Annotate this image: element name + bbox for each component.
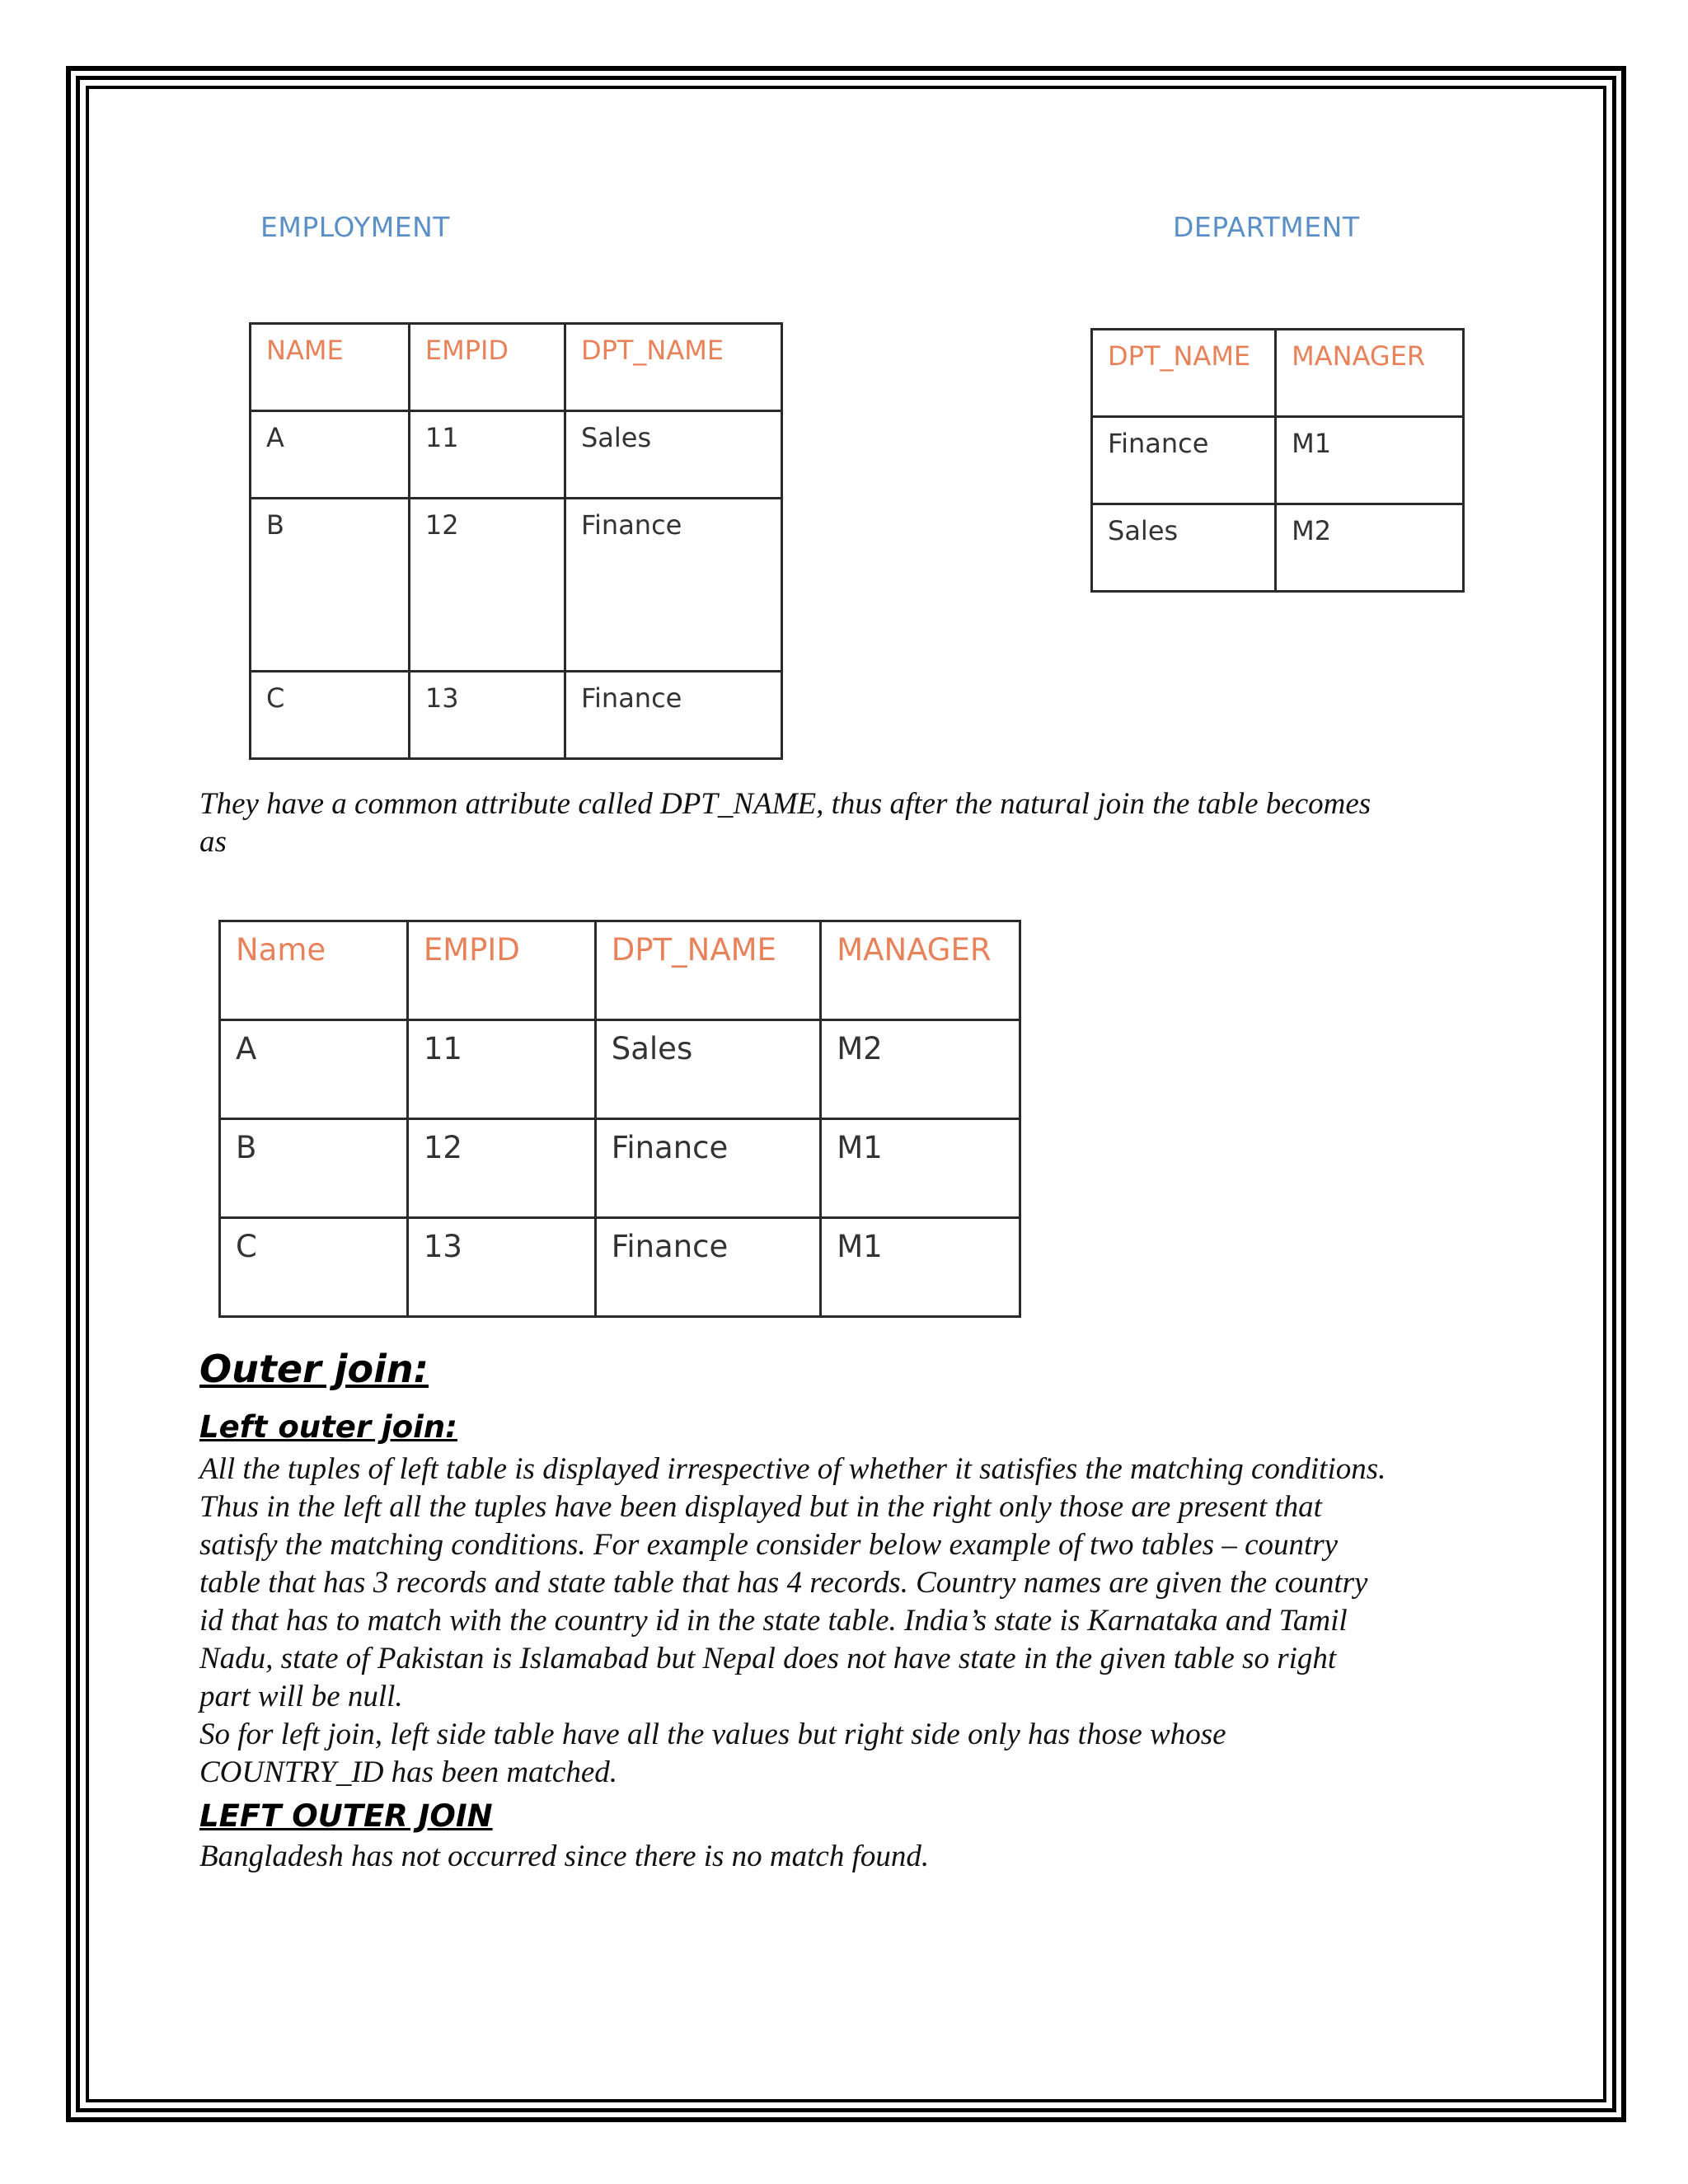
- department-table: [1090, 328, 1465, 593]
- outer-join-heading: Outer join:: [199, 1347, 429, 1391]
- table-cell: Sales: [1092, 504, 1276, 592]
- header-cell: NAME: [251, 324, 410, 411]
- table-cell: M1: [821, 1218, 1020, 1317]
- table-cell: 12: [407, 1119, 595, 1218]
- left-outer-join-title: LEFT OUTER JOIN: [199, 1798, 493, 1834]
- table-cell: A: [251, 411, 410, 499]
- paragraph-line: part will be null.: [199, 1680, 403, 1713]
- header-cell: MANAGER: [1276, 330, 1464, 417]
- table-row: [220, 1020, 1020, 1119]
- left-outer-join-paragraph: [199, 1451, 1518, 1792]
- table-header-row: [220, 921, 1020, 1020]
- table-cell: Finance: [1092, 417, 1276, 504]
- table-cell: Finance: [565, 672, 781, 759]
- header-cell: DPT_NAME: [595, 921, 820, 1020]
- paragraph-line: id that has to match with the country id in the state table. India’s state is Karnataka and Tamil: [199, 1604, 1348, 1638]
- table-row: [251, 499, 782, 672]
- table-cell: M1: [821, 1119, 1020, 1218]
- header-cell: DPT_NAME: [565, 324, 781, 411]
- table-row: [220, 1119, 1020, 1218]
- department-caption: DEPARTMENT: [1173, 211, 1360, 243]
- table-cell: Sales: [595, 1020, 820, 1119]
- paragraph-line: as: [199, 825, 227, 859]
- table-cell: B: [220, 1119, 408, 1218]
- table-row: [1092, 504, 1464, 592]
- paragraph-line: Thus in the left all the tuples have been displayed but in the right only those are present that: [199, 1490, 1322, 1524]
- paragraph-line: COUNTRY_ID has been matched.: [199, 1755, 618, 1789]
- paragraph-line: All the tuples of left table is displayed irrespective of whether it satisfies the matching conditions.: [199, 1452, 1386, 1486]
- table-cell: Sales: [565, 411, 781, 499]
- header-cell: EMPID: [407, 921, 595, 1020]
- header-cell: DPT_NAME: [1092, 330, 1276, 417]
- table-cell: B: [251, 499, 410, 672]
- table-cell: 13: [407, 1218, 595, 1317]
- table-cell: 12: [409, 499, 565, 672]
- natural-join-paragraph: [199, 785, 1518, 861]
- table-cell: 11: [409, 411, 565, 499]
- table-cell: C: [220, 1218, 408, 1317]
- table-cell: C: [251, 672, 410, 759]
- table-cell: M2: [821, 1020, 1020, 1119]
- table-cell: Finance: [595, 1119, 820, 1218]
- left-outer-join-subheading: Left outer join:: [199, 1409, 457, 1445]
- table-cell: 11: [407, 1020, 595, 1119]
- table-row: [220, 1218, 1020, 1317]
- header-cell: EMPID: [409, 324, 565, 411]
- table-row: [251, 411, 782, 499]
- table-header-row: [1092, 330, 1464, 417]
- header-cell: Name: [220, 921, 408, 1020]
- employment-table: [249, 322, 783, 760]
- paragraph-line: So for left join, left side table have all the values but right side only has those whose: [199, 1718, 1226, 1751]
- closing-line: Bangladesh has not occurred since there is no match found.: [199, 1840, 930, 1873]
- table-cell: 13: [409, 672, 565, 759]
- header-cell: MANAGER: [821, 921, 1020, 1020]
- table-cell: M1: [1276, 417, 1464, 504]
- table-cell: Finance: [595, 1218, 820, 1317]
- employment-caption: EMPLOYMENT: [260, 211, 450, 243]
- table-header-row: [251, 324, 782, 411]
- table-row: [251, 672, 782, 759]
- paragraph-line: Nadu, state of Pakistan is Islamabad but Nepal does not have state in the given table so right: [199, 1642, 1337, 1675]
- table-row: [1092, 417, 1464, 504]
- paragraph-line: satisfy the matching conditions. For example consider below example of two tables – country: [199, 1528, 1339, 1562]
- table-cell: Finance: [565, 499, 781, 672]
- table-cell: M2: [1276, 504, 1464, 592]
- table-cell: A: [220, 1020, 408, 1119]
- paragraph-line: They have a common attribute called DPT_NAME, thus after the natural join the table becomes: [199, 787, 1372, 821]
- paragraph-line: table that has 3 records and state table that has 4 records. Country names are given the country: [199, 1566, 1368, 1600]
- natural-join-table: [218, 920, 1021, 1318]
